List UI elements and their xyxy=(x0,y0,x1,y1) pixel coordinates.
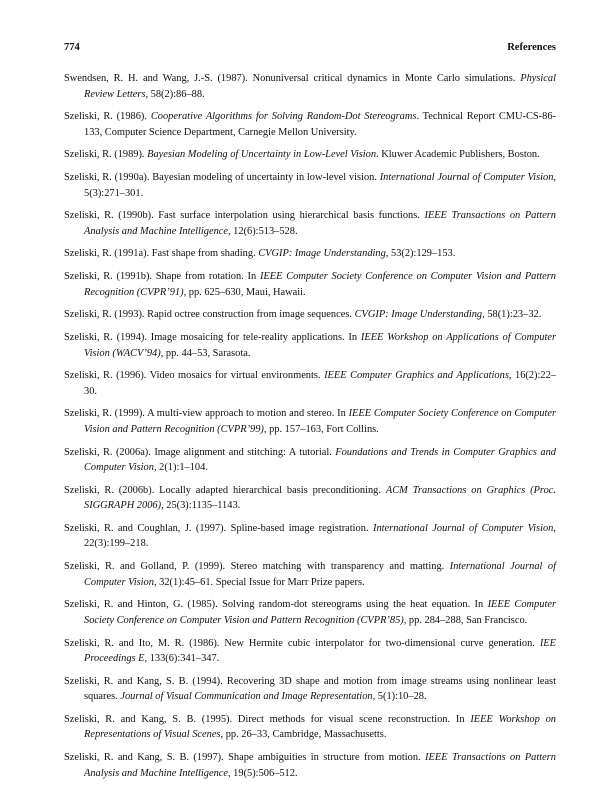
running-title: References xyxy=(507,42,556,53)
page-number: 774 xyxy=(64,42,80,53)
reference-entry: Szeliski, R. (1990a). Bayesian modeling of uncertainty in low-level vision. International Journal of Computer Vision, 5(3):271–301. xyxy=(64,172,557,199)
reference-entry: Szeliski, R. (1990b). Fast surface interpolation using hierarchical basis functions. IEEE Transactions on Pattern Analysis and Machine Intelligence, 12(6):513–528. xyxy=(64,210,556,237)
reference-entry: Szeliski, R. and Hinton, G. (1985). Solving random-dot stereograms using the heat equation. In IEEE Computer Society Conference on Computer Vision and Pattern Recognition (CVPR’85), pp. 284–288, San Francisco. xyxy=(64,599,556,626)
page-header xyxy=(64,42,556,56)
reference-entry: Szeliski, R. and Coughlan, J. (1997). Spline-based image registration. International Journal of Computer Vision, 22(3):199–218. xyxy=(64,522,556,550)
reference-entry: Szeliski, R. (1991a). Fast shape from shading. CVGIP: Image Understanding, 53(2):129–153. xyxy=(64,248,456,260)
reference-entry: Szeliski, R. (1989). Bayesian Modeling of Uncertainty in Low-Level Vision. Kluwer Academic Publishers, Boston. xyxy=(64,149,540,161)
reference-entry: Szeliski, R. (1996). Video mosaics for virtual environments. IEEE Computer Graphics and Applications, 16(2):22–30. xyxy=(64,370,556,397)
reference-entry: Szeliski, R. (1994). Image mosaicing for tele-reality applications. In IEEE Workshop on Applications of Computer Vision (WACV’94), pp. 44–53, Sarasota. xyxy=(64,332,557,359)
reference-entry: Szeliski, R. and Kang, S. B. (1994). Recovering 3D shape and motion from image streams using nonlinear least squares. Journal of Visual Communication and Image Representation, 5(1):10–28. xyxy=(64,675,556,703)
reference-list xyxy=(64,71,556,788)
reference-entry: Szeliski, R. (1993). Rapid octree construction from image sequences. CVGIP: Image Understanding, 58(1):23–32. xyxy=(64,309,542,321)
reference-entry: Szeliski, R. and Golland, P. (1999). Stereo matching with transparency and matting. International Journal of Computer Vision, 32(1):45–61. Special Issue for Marr Prize papers. xyxy=(64,561,557,588)
reference-entry: Szeliski, R. (2006a). Image alignment and stitching: A tutorial. Foundations and Trends in Computer Graphics and Computer Vision, 2(1):1–104. xyxy=(64,446,556,474)
reference-entry: Szeliski, R. (1991b). Shape from rotation. In IEEE Computer Society Conference on Computer Vision and Pattern Recognition (CVPR’91), pp. 625–630, Maui, Hawaii. xyxy=(64,271,556,298)
reference-entry: Szeliski, R. (2006b). Locally adapted hierarchical basis preconditioning. ACM Transactions on Graphics (Proc. SIGGRAPH 2006), 25(3):1135–1143. xyxy=(64,484,556,512)
reference-entry: Szeliski, R. and Kang, S. B. (1997). Shape ambiguities in structure from motion. IEEE Transactions on Pattern Analysis and Machine Intelligence, 19(5):506–512. xyxy=(64,752,556,779)
reference-entry: Szeliski, R. and Kang, S. B. (1995). Direct methods for visual scene reconstruction. In IEEE Workshop on Representations of Visual Scenes, pp. 26–33, Cambridge, Massachusetts. xyxy=(64,713,556,741)
reference-entry: Szeliski, R. (1999). A multi-view approach to motion and stereo. In IEEE Computer Society Conference on Computer Vision and Pattern Recognition (CVPR’99), pp. 157–163, Fort Collins. xyxy=(64,408,556,435)
reference-entry: Szeliski, R. and Ito, M. R. (1986). New Hermite cubic interpolator for two-dimensional curve generation. IEE Proceedings E, 133(6):341–347. xyxy=(64,637,556,664)
reference-entry: Szeliski, R. (1986). Cooperative Algorithms for Solving Random-Dot Stereograms. Technical Report CMU-CS-86-133, Computer Science Department, Carnegie Mellon University. xyxy=(64,111,556,138)
reference-entry: Swendsen, R. H. and Wang, J.-S. (1987). Nonuniversal critical dynamics in Monte Carlo simulations. Physical Review Letters, 58(2):86–88. xyxy=(64,73,556,100)
